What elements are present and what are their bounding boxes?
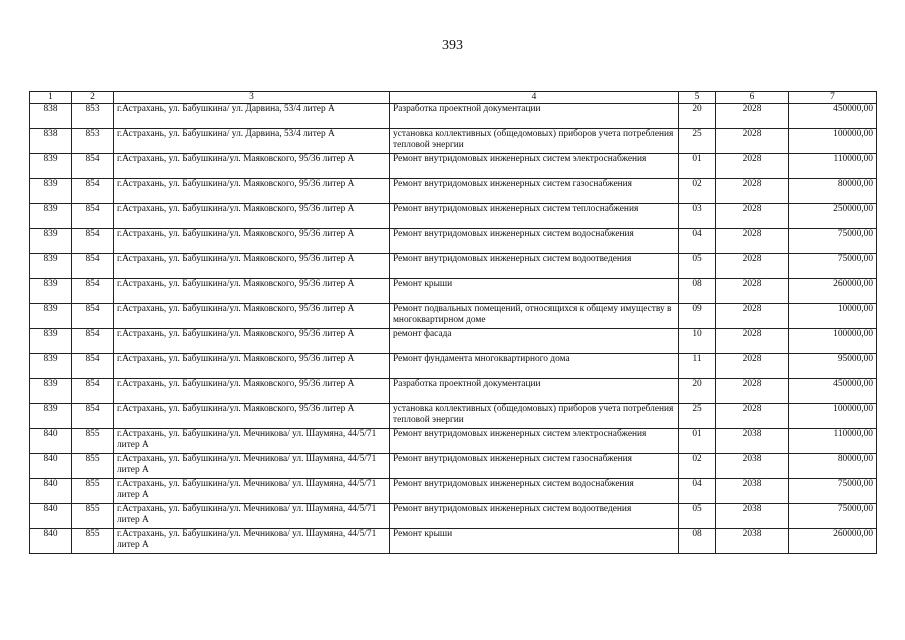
- work-code-cell: 05: [679, 504, 716, 529]
- table-row: [30, 254, 877, 279]
- cost-cell: 260000,00: [789, 279, 877, 304]
- work-code-cell: 08: [679, 279, 716, 304]
- year-cell: 2028: [716, 104, 789, 129]
- work-code-cell: 20: [679, 104, 716, 129]
- work-code-cell: 04: [679, 479, 716, 504]
- table-row: [30, 129, 877, 154]
- work-code-cell: 08: [679, 529, 716, 554]
- row-index-cell: 839: [30, 379, 72, 404]
- row-index-cell: 838: [30, 104, 72, 129]
- work-code-cell: 25: [679, 129, 716, 154]
- object-number-cell: 854: [72, 304, 114, 329]
- work-type-cell: Ремонт внутридомовых инженерных систем газоснабжения: [390, 179, 679, 204]
- cost-cell: 95000,00: [789, 354, 877, 379]
- table-row: [30, 479, 877, 504]
- table-row: [30, 229, 877, 254]
- cost-cell: 75000,00: [789, 504, 877, 529]
- cost-cell: 110000,00: [789, 429, 877, 454]
- address-cell: г.Астрахань, ул. Бабушкина/ул. Мечникова/ ул. Шаумяна, 44/5/71 литер А: [114, 454, 390, 479]
- work-code-cell: 02: [679, 454, 716, 479]
- address-cell: г.Астрахань, ул. Бабушкина/ул. Маяковского, 95/36 литер А: [114, 304, 390, 329]
- row-index-cell: 839: [30, 329, 72, 354]
- work-type-cell: Ремонт подвальных помещений, относящихся к общему имуществу в многоквартирном доме: [390, 304, 679, 329]
- row-index-cell: 840: [30, 479, 72, 504]
- year-cell: 2028: [716, 179, 789, 204]
- cost-cell: 75000,00: [789, 254, 877, 279]
- table-row: [30, 504, 877, 529]
- work-type-cell: Ремонт внутридомовых инженерных систем водоснабжения: [390, 229, 679, 254]
- column-header: 3: [114, 92, 390, 104]
- work-type-cell: Ремонт крыши: [390, 529, 679, 554]
- table-row: [30, 179, 877, 204]
- row-index-cell: 839: [30, 204, 72, 229]
- year-cell: 2028: [716, 154, 789, 179]
- table-row: [30, 279, 877, 304]
- address-cell: г.Астрахань, ул. Бабушкина/ ул. Дарвина, 53/4 литер А: [114, 129, 390, 154]
- object-number-cell: 854: [72, 254, 114, 279]
- object-number-cell: 853: [72, 129, 114, 154]
- row-index-cell: 839: [30, 254, 72, 279]
- address-cell: г.Астрахань, ул. Бабушкина/ул. Маяковского, 95/36 литер А: [114, 404, 390, 429]
- work-code-cell: 01: [679, 154, 716, 179]
- work-type-cell: Ремонт фундамента многоквартирного дома: [390, 354, 679, 379]
- column-header: 4: [390, 92, 679, 104]
- work-type-cell: Разработка проектной документации: [390, 104, 679, 129]
- year-cell: 2038: [716, 429, 789, 454]
- year-cell: 2038: [716, 454, 789, 479]
- year-cell: 2028: [716, 279, 789, 304]
- row-index-cell: 840: [30, 429, 72, 454]
- work-code-cell: 02: [679, 179, 716, 204]
- object-number-cell: 855: [72, 429, 114, 454]
- object-number-cell: 854: [72, 204, 114, 229]
- address-cell: г.Астрахань, ул. Бабушкина/ул. Мечникова/ ул. Шаумяна, 44/5/71 литер А: [114, 429, 390, 454]
- work-code-cell: 20: [679, 379, 716, 404]
- work-type-cell: ремонт фасада: [390, 329, 679, 354]
- header-row: [30, 92, 877, 104]
- row-index-cell: 840: [30, 454, 72, 479]
- work-code-cell: 01: [679, 429, 716, 454]
- work-code-cell: 05: [679, 254, 716, 279]
- object-number-cell: 854: [72, 354, 114, 379]
- page-number: 393: [442, 38, 463, 53]
- column-header: 7: [789, 92, 877, 104]
- object-number-cell: 855: [72, 529, 114, 554]
- work-code-cell: 04: [679, 229, 716, 254]
- year-cell: 2028: [716, 204, 789, 229]
- cost-cell: 75000,00: [789, 479, 877, 504]
- cost-cell: 80000,00: [789, 454, 877, 479]
- cost-cell: 10000,00: [789, 304, 877, 329]
- work-type-cell: установка коллективных (общедомовых) приборов учета потребления тепловой энергии: [390, 129, 679, 154]
- work-type-cell: Ремонт внутридомовых инженерных систем водоотведения: [390, 254, 679, 279]
- row-index-cell: 840: [30, 529, 72, 554]
- work-type-cell: Ремонт внутридомовых инженерных систем электроснабжения: [390, 429, 679, 454]
- object-number-cell: 855: [72, 454, 114, 479]
- table-row: [30, 154, 877, 179]
- address-cell: г.Астрахань, ул. Бабушкина/ул. Мечникова/ ул. Шаумяна, 44/5/71 литер А: [114, 479, 390, 504]
- table-row: [30, 379, 877, 404]
- table-row: [30, 454, 877, 479]
- cost-cell: 80000,00: [789, 179, 877, 204]
- cost-cell: 250000,00: [789, 204, 877, 229]
- cost-cell: 450000,00: [789, 104, 877, 129]
- cost-cell: 100000,00: [789, 404, 877, 429]
- address-cell: г.Астрахань, ул. Бабушкина/ул. Маяковского, 95/36 литер А: [114, 329, 390, 354]
- row-index-cell: 840: [30, 504, 72, 529]
- row-index-cell: 839: [30, 229, 72, 254]
- address-cell: г.Астрахань, ул. Бабушкина/ул. Маяковского, 95/36 литер А: [114, 204, 390, 229]
- work-type-cell: Ремонт внутридомовых инженерных систем водоснабжения: [390, 479, 679, 504]
- address-cell: г.Астрахань, ул. Бабушкина/ул. Маяковского, 95/36 литер А: [114, 179, 390, 204]
- work-type-cell: Разработка проектной документации: [390, 379, 679, 404]
- object-number-cell: 855: [72, 504, 114, 529]
- row-index-cell: 839: [30, 404, 72, 429]
- year-cell: 2038: [716, 529, 789, 554]
- work-code-cell: 11: [679, 354, 716, 379]
- address-cell: г.Астрахань, ул. Бабушкина/ул. Маяковского, 95/36 литер А: [114, 154, 390, 179]
- work-code-cell: 25: [679, 404, 716, 429]
- cost-cell: 260000,00: [789, 529, 877, 554]
- work-type-cell: Ремонт крыши: [390, 279, 679, 304]
- work-code-cell: 03: [679, 204, 716, 229]
- address-cell: г.Астрахань, ул. Бабушкина/ул. Маяковского, 95/36 литер А: [114, 379, 390, 404]
- year-cell: 2028: [716, 354, 789, 379]
- row-index-cell: 838: [30, 129, 72, 154]
- table-row: [30, 329, 877, 354]
- table-row: [30, 354, 877, 379]
- work-type-cell: Ремонт внутридомовых инженерных систем газоснабжения: [390, 454, 679, 479]
- address-cell: г.Астрахань, ул. Бабушкина/ул. Маяковского, 95/36 литер А: [114, 254, 390, 279]
- column-header: 5: [679, 92, 716, 104]
- address-cell: г.Астрахань, ул. Бабушкина/ ул. Дарвина, 53/4 литер А: [114, 104, 390, 129]
- table-row: [30, 404, 877, 429]
- year-cell: 2028: [716, 379, 789, 404]
- work-type-cell: установка коллективных (общедомовых) приборов учета потребления тепловой энергии: [390, 404, 679, 429]
- repair-schedule-table: [29, 91, 877, 554]
- year-cell: 2028: [716, 404, 789, 429]
- work-type-cell: Ремонт внутридомовых инженерных систем электроснабжения: [390, 154, 679, 179]
- year-cell: 2028: [716, 329, 789, 354]
- cost-cell: 75000,00: [789, 229, 877, 254]
- year-cell: 2038: [716, 504, 789, 529]
- address-cell: г.Астрахань, ул. Бабушкина/ул. Мечникова/ ул. Шаумяна, 44/5/71 литер А: [114, 529, 390, 554]
- work-type-cell: Ремонт внутридомовых инженерных систем теплоснабжения: [390, 204, 679, 229]
- address-cell: г.Астрахань, ул. Бабушкина/ул. Маяковского, 95/36 литер А: [114, 279, 390, 304]
- object-number-cell: 854: [72, 279, 114, 304]
- column-header: 1: [30, 92, 72, 104]
- object-number-cell: 854: [72, 404, 114, 429]
- table-row: [30, 104, 877, 129]
- object-number-cell: 854: [72, 179, 114, 204]
- row-index-cell: 839: [30, 304, 72, 329]
- object-number-cell: 854: [72, 329, 114, 354]
- column-header: 2: [72, 92, 114, 104]
- cost-cell: 100000,00: [789, 129, 877, 154]
- year-cell: 2028: [716, 129, 789, 154]
- table-body: [30, 104, 877, 554]
- table-row: [30, 429, 877, 454]
- table-row: [30, 204, 877, 229]
- cost-cell: 110000,00: [789, 154, 877, 179]
- row-index-cell: 839: [30, 279, 72, 304]
- object-number-cell: 854: [72, 154, 114, 179]
- year-cell: 2028: [716, 304, 789, 329]
- cost-cell: 100000,00: [789, 329, 877, 354]
- address-cell: г.Астрахань, ул. Бабушкина/ул. Мечникова/ ул. Шаумяна, 44/5/71 литер А: [114, 504, 390, 529]
- year-cell: 2028: [716, 254, 789, 279]
- object-number-cell: 854: [72, 379, 114, 404]
- work-code-cell: 10: [679, 329, 716, 354]
- work-code-cell: 09: [679, 304, 716, 329]
- table-row: [30, 529, 877, 554]
- object-number-cell: 853: [72, 104, 114, 129]
- address-cell: г.Астрахань, ул. Бабушкина/ул. Маяковского, 95/36 литер А: [114, 229, 390, 254]
- year-cell: 2028: [716, 229, 789, 254]
- column-header: 6: [716, 92, 789, 104]
- year-cell: 2038: [716, 479, 789, 504]
- work-type-cell: Ремонт внутридомовых инженерных систем водоотведения: [390, 504, 679, 529]
- object-number-cell: 855: [72, 479, 114, 504]
- object-number-cell: 854: [72, 229, 114, 254]
- table-row: [30, 304, 877, 329]
- address-cell: г.Астрахань, ул. Бабушкина/ул. Маяковского, 95/36 литер А: [114, 354, 390, 379]
- cost-cell: 450000,00: [789, 379, 877, 404]
- row-index-cell: 839: [30, 354, 72, 379]
- row-index-cell: 839: [30, 179, 72, 204]
- row-index-cell: 839: [30, 154, 72, 179]
